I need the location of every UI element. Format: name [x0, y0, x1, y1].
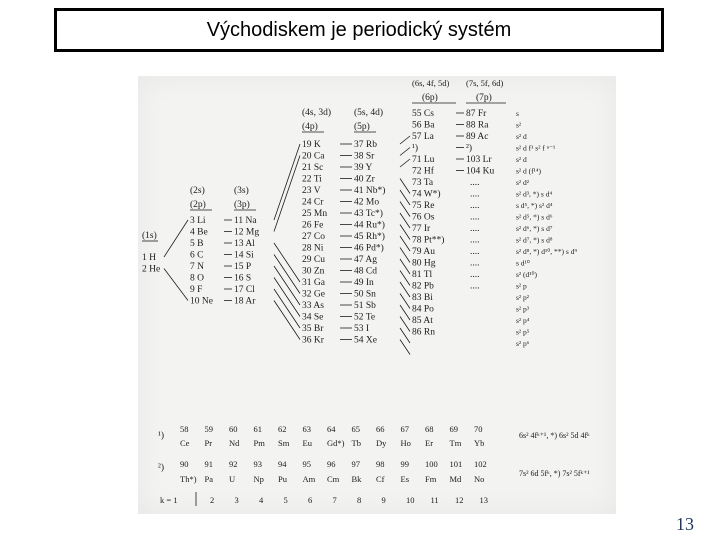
connector-line — [400, 236, 410, 251]
element-entry: ¹) — [412, 143, 419, 154]
element-entry: 11 Na — [234, 216, 257, 226]
element-entry: 73 Ta — [412, 178, 434, 188]
actinide-symbol: Np — [253, 474, 264, 484]
lanthanide-number: 64 — [327, 424, 336, 434]
actinide-symbol: No — [474, 474, 485, 484]
connector-line — [400, 294, 410, 309]
config-entry: s² d² — [516, 178, 530, 187]
element-entry: 4 Be — [190, 227, 208, 238]
element-entry: 45 Rh*) — [354, 232, 385, 242]
lanthanide-number: 61 — [253, 424, 262, 434]
element-entry: 87 Fr — [466, 109, 487, 119]
element-entry: 47 Ag — [354, 255, 377, 265]
shell-header: (2p) — [190, 200, 206, 210]
element-entry: 71 Lu — [412, 155, 435, 165]
config-entry: s² d f¹ s² f ⁿ⁻¹ — [516, 143, 556, 153]
element-entry: 36 Kr — [302, 335, 324, 346]
lanthanide-config: 6s² 4fᵏ⁺¹, *) 6s² 5d 4fᵏ — [519, 431, 590, 440]
connector-line — [400, 248, 410, 263]
lanthanide-symbol: Tm — [449, 438, 462, 448]
element-entry: 20 Ca — [302, 151, 325, 162]
element-entry: 1 H — [142, 253, 156, 263]
connector-line — [400, 148, 410, 156]
k-value: 11 — [430, 495, 439, 505]
element-entry: 3 Li — [190, 216, 206, 226]
actinide-symbol: Cf — [376, 474, 385, 484]
element-entry: 84 Po — [412, 304, 434, 315]
lanthanide-symbol: Pm — [253, 438, 265, 448]
k-value: 5 — [283, 495, 288, 505]
lanthanide-symbol: Ce — [180, 438, 190, 448]
config-entry: s² d³, *) s d⁴ — [516, 189, 553, 199]
element-entry: 32 Ge — [302, 289, 325, 300]
actinide-number: 102 — [474, 459, 487, 469]
lanthanide-number: 59 — [204, 424, 213, 434]
element-entry: 82 Pb — [412, 281, 434, 292]
element-entry: 27 Co — [302, 232, 325, 242]
element-entry: 25 Mn — [302, 209, 328, 219]
connector-line — [400, 225, 410, 240]
lanthanide-number: 70 — [474, 424, 483, 434]
connector-line — [400, 340, 410, 355]
k-label: k = 1 — [160, 495, 178, 505]
lanthanide-symbol: Pr — [204, 438, 213, 448]
actinide-symbol: Th*) — [180, 474, 197, 484]
shell-header: (6p) — [422, 93, 438, 103]
actinide-number: 101 — [449, 459, 463, 469]
element-entry: 76 Os — [412, 212, 435, 223]
config-entry: s — [516, 109, 519, 118]
connector-line — [164, 269, 188, 301]
element-entry: 79 Au — [412, 247, 435, 257]
shell-header: (5s, 4d) — [354, 108, 384, 118]
actinide-symbol: Fm — [425, 474, 437, 484]
connector-line — [400, 136, 410, 144]
k-value: 3 — [234, 495, 239, 505]
actinide-symbol: Md — [449, 474, 462, 484]
element-entry: 35 Br — [302, 324, 324, 334]
element-entry: 51 Sb — [354, 301, 376, 311]
element-entry: 14 Si — [234, 250, 254, 261]
title-box — [54, 8, 664, 52]
actinide-number: 91 — [204, 459, 213, 469]
config-entry: s² p — [516, 281, 527, 291]
element-entry: 5 B — [190, 239, 204, 249]
element-entry: 81 Tl — [412, 270, 433, 280]
k-value: 7 — [332, 495, 337, 505]
element-entry: 42 Mo — [354, 197, 380, 208]
element-entry: 48 Cd — [354, 266, 377, 277]
connector-line — [400, 305, 410, 320]
lanthanide-number: 68 — [425, 424, 434, 434]
config-entry: s² (d¹⁰) — [516, 270, 538, 279]
lanthanide-symbol: Er — [425, 438, 434, 448]
element-entry: 15 P — [234, 262, 252, 272]
element-entry: 55 Cs — [412, 109, 434, 119]
element-entry: 46 Pd*) — [354, 243, 384, 254]
connector-line — [274, 255, 300, 294]
lanthanide-number: 67 — [400, 424, 409, 434]
element-entry: 31 Ga — [302, 278, 325, 288]
footnote-marker: ²) — [158, 463, 165, 473]
lanthanide-number: 65 — [351, 424, 360, 434]
config-entry: s² — [516, 120, 522, 130]
config-entry: s² d⁵, *) s d⁶ — [516, 212, 553, 222]
actinide-symbol: Es — [400, 474, 409, 484]
connector-line — [400, 179, 410, 194]
connector-line — [400, 159, 410, 167]
k-value: 4 — [259, 495, 264, 505]
connector-line — [400, 282, 410, 297]
element-entry: 19 K — [302, 140, 321, 150]
periodic-system-diagram — [138, 76, 616, 514]
element-entry: 88 Ra — [466, 120, 489, 131]
element-entry: 8 O — [190, 273, 204, 284]
connector-line — [400, 317, 410, 332]
placeholder-dots: .... — [470, 201, 480, 211]
actinide-number: 95 — [302, 459, 311, 469]
element-entry: 13 Al — [234, 239, 255, 249]
actinide-symbol: Bk — [351, 474, 362, 484]
lanthanide-symbol: Gd*) — [327, 438, 345, 448]
actinide-symbol: Cm — [327, 474, 340, 484]
element-entry: 33 As — [302, 301, 324, 311]
element-entry: 83 Bi — [412, 293, 433, 303]
element-entry: 41 Nb*) — [354, 186, 386, 196]
element-entry: 74 W*) — [412, 189, 441, 200]
k-value: 6 — [308, 495, 313, 505]
config-entry: s² d — [516, 155, 527, 164]
element-entry: 26 Fe — [302, 220, 324, 231]
element-entry: 28 Ni — [302, 243, 324, 254]
connector-line — [400, 213, 410, 228]
actinide-number: 94 — [278, 459, 287, 469]
placeholder-dots: .... — [470, 270, 480, 280]
element-entry: 75 Re — [412, 201, 435, 211]
element-entry: 2 He — [142, 264, 161, 275]
periodic-system-figure — [138, 76, 616, 514]
k-value: 12 — [455, 495, 464, 505]
element-entry: 44 Ru*) — [354, 220, 385, 231]
placeholder-dots: .... — [470, 212, 480, 223]
element-entry: 9 F — [190, 285, 203, 295]
element-entry: 18 Ar — [234, 296, 256, 307]
actinide-symbol: Pa — [204, 474, 213, 484]
lanthanide-number: 66 — [376, 424, 385, 434]
element-entry: 38 Sr — [354, 151, 375, 162]
actinide-symbol: U — [229, 474, 236, 484]
connector-line — [274, 266, 300, 305]
element-entry: 56 Ba — [412, 120, 435, 131]
connector-line — [400, 271, 410, 286]
config-entry: s² p⁶ — [516, 339, 530, 348]
shell-header: (6s, 4f, 5d) — [412, 78, 450, 88]
shell-header: (5p) — [354, 122, 370, 132]
config-entry: s² p⁴ — [516, 316, 530, 325]
config-entry: s² p² — [516, 293, 530, 302]
slide-title: Východiskem je periodický systém — [206, 18, 512, 41]
config-entry: s² d — [516, 132, 527, 141]
element-entry: 54 Xe — [354, 335, 377, 346]
lanthanide-number: 60 — [229, 424, 238, 434]
element-entry: 53 I — [354, 324, 370, 334]
lanthanide-symbol: Sm — [278, 438, 290, 448]
config-entry: s² p³ — [516, 304, 530, 314]
connector-line — [400, 202, 410, 217]
element-entry: 78 Pt**) — [412, 235, 445, 246]
connector-line — [274, 301, 300, 340]
lanthanide-symbol: Yb — [474, 438, 485, 448]
element-entry: 12 Mg — [234, 227, 260, 238]
placeholder-dots: .... — [470, 247, 480, 257]
k-value: 8 — [357, 495, 362, 505]
connector-line — [274, 144, 300, 220]
actinide-number: 96 — [327, 459, 336, 469]
shell-header: (4p) — [302, 122, 318, 132]
actinide-config: 7s² 6d 5fᵏ, *) 7s² 5fᵏ⁺¹ — [519, 469, 590, 478]
lanthanide-symbol: Ho — [400, 438, 411, 448]
lanthanide-number: 58 — [180, 424, 189, 434]
actinide-number: 100 — [425, 459, 438, 469]
element-entry: 39 Y — [354, 163, 373, 173]
page-number: 13 — [676, 514, 694, 534]
element-entry: 49 In — [354, 278, 374, 288]
element-entry: 22 Ti — [302, 174, 322, 185]
lanthanide-number: 62 — [278, 424, 287, 434]
element-entry: 34 Se — [302, 312, 324, 323]
placeholder-dots: .... — [470, 258, 480, 269]
element-entry: 43 Tc*) — [354, 209, 383, 219]
actinide-number: 93 — [253, 459, 262, 469]
element-entry: 77 Ir — [412, 224, 431, 234]
shell-header: (7p) — [476, 93, 492, 103]
config-entry: s² d⁷, *) s d⁸ — [516, 235, 553, 245]
element-entry: 30 Zn — [302, 266, 325, 277]
actinide-number: 97 — [351, 459, 360, 469]
element-entry: 40 Zr — [354, 174, 375, 185]
element-entry: 85 At — [412, 316, 433, 326]
element-entry: 57 La — [412, 132, 434, 142]
k-value: 13 — [479, 495, 488, 505]
config-entry: s d⁵, *) s² d⁴ — [516, 201, 553, 210]
placeholder-dots: .... — [470, 189, 480, 200]
placeholder-dots: .... — [470, 235, 480, 246]
connector-line — [274, 156, 300, 232]
connector-line — [274, 289, 300, 328]
actinide-number: 92 — [229, 459, 238, 469]
actinide-number: 99 — [400, 459, 409, 469]
connector-line — [274, 243, 300, 282]
actinide-symbol: Pu — [278, 474, 287, 484]
element-entry: 16 S — [234, 273, 252, 284]
shell-header: (3s) — [234, 186, 249, 196]
footnote-marker: ¹) — [158, 431, 165, 441]
lanthanide-symbol: Nd — [229, 438, 240, 448]
element-entry: 104 Ku — [466, 166, 495, 177]
lanthanide-symbol: Eu — [302, 438, 312, 448]
element-entry: 10 Ne — [190, 296, 213, 307]
config-entry: s² d (f¹⁴) — [516, 166, 542, 176]
element-entry: 86 Rn — [412, 327, 435, 338]
actinide-number: 90 — [180, 459, 189, 469]
connector-line — [400, 259, 410, 274]
config-entry: s² d⁸, *) d¹⁰, **) s d⁹ — [516, 247, 578, 256]
connector-line — [400, 328, 410, 343]
placeholder-dots: .... — [470, 178, 480, 188]
shell-header: (7s, 5f, 6d) — [466, 78, 504, 88]
config-entry: s² d⁶, *) s d⁷ — [516, 224, 553, 233]
element-entry: 50 Sn — [354, 289, 376, 300]
placeholder-dots: .... — [470, 224, 480, 234]
element-entry: 52 Te — [354, 312, 376, 323]
shell-header: (4s, 3d) — [302, 108, 332, 118]
actinide-number: 98 — [376, 459, 385, 469]
k-value: 2 — [210, 495, 215, 505]
element-entry: 6 C — [190, 250, 204, 261]
element-entry: 89 Ac — [466, 132, 489, 142]
k-value: 10 — [406, 495, 415, 505]
lanthanide-number: 63 — [302, 424, 311, 434]
config-entry: s² p⁵ — [516, 327, 530, 337]
lanthanide-symbol: Tb — [351, 438, 361, 448]
element-entry: 23 V — [302, 186, 321, 196]
lanthanide-symbol: Dy — [376, 438, 387, 448]
connector-line — [164, 220, 188, 257]
actinide-symbol: Am — [302, 474, 316, 484]
element-entry: 37 Rb — [354, 140, 377, 150]
element-entry: 7 N — [190, 262, 204, 272]
config-entry: s d¹⁰ — [516, 258, 530, 268]
element-entry: 24 Cr — [302, 197, 324, 208]
shell-header: (2s) — [190, 186, 205, 196]
element-entry: 17 Cl — [234, 285, 255, 295]
lanthanide-number: 69 — [449, 424, 458, 434]
shell-header: (3p) — [234, 200, 250, 210]
connector-line — [400, 190, 410, 205]
element-entry: 72 Hf — [412, 166, 434, 177]
element-entry: 29 Cu — [302, 255, 325, 265]
placeholder-dots: .... — [470, 281, 480, 292]
element-entry: 80 Hg — [412, 258, 436, 269]
element-entry: 103 Lr — [466, 155, 492, 165]
k-value: 9 — [381, 495, 386, 505]
shell-header: (1s) — [142, 231, 157, 241]
connector-line — [274, 278, 300, 317]
element-entry: 21 Sc — [302, 163, 324, 173]
element-entry: ²) — [466, 143, 473, 154]
